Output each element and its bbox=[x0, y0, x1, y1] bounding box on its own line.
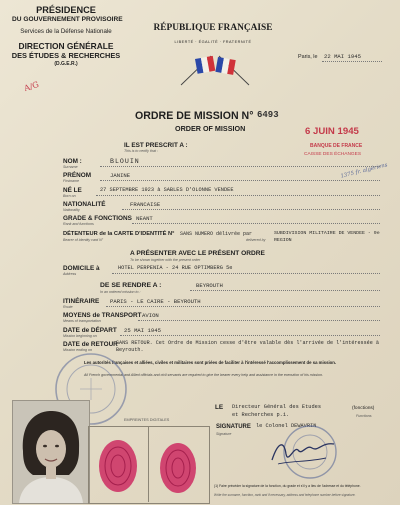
delivered-en: delivered by bbox=[246, 238, 266, 242]
depart-label: DATE de DÉPART bbox=[63, 327, 117, 334]
signature-en: Signature bbox=[216, 432, 232, 436]
stamp-cash: CAISSE DES ÉCHANGES bbox=[304, 152, 362, 157]
depart-rule bbox=[120, 335, 380, 336]
carte-value: SANS NUMERO délivrée par bbox=[180, 231, 253, 237]
depart-en: Mission beginning on bbox=[63, 334, 97, 338]
carte-label: DÉTENTEUR de la CARTE D'IDENTITÉ N° bbox=[63, 231, 175, 237]
nom-value: BLOUIN bbox=[110, 158, 140, 165]
carte-en: Bearer of identity card N° bbox=[63, 238, 104, 242]
le-label: LE bbox=[215, 404, 224, 411]
prenom-label: PRÉNOM bbox=[63, 172, 92, 179]
order-title: ORDRE DE MISSION N° bbox=[135, 110, 254, 122]
stamp-date: 6 JUIN 1945 bbox=[305, 126, 359, 137]
order-number: 6493 bbox=[257, 110, 279, 120]
domicile-value: HOTEL PERPENIA - 24 RUE OPTIMBERG 5e bbox=[118, 265, 233, 271]
presenter-label: A PRÉSENTER AVEC LE PRÉSENT ORDRE bbox=[130, 250, 265, 257]
grade-value: NEANT bbox=[136, 215, 153, 222]
header-etudes: DES ÉTUDES & RECHERCHES bbox=[11, 51, 121, 60]
date-value: 22 MAI 1945 bbox=[324, 53, 361, 60]
rendre-value: BEYROUTH bbox=[196, 282, 223, 289]
republique-title: RÉPUBLIQUE FRANÇAISE bbox=[153, 23, 273, 33]
header-gouvernement: DU GOUVERNEMENT PROVISOIRE bbox=[12, 16, 123, 23]
domicile-label: DOMICILE à bbox=[63, 265, 100, 272]
intro-en: This is to certify that : bbox=[124, 149, 158, 153]
fonctions-label: (fonctions) bbox=[352, 406, 375, 411]
identity-photo bbox=[12, 400, 90, 504]
itineraire-label: ITINÉRAIRE bbox=[63, 298, 100, 305]
moyens-value: AVION bbox=[142, 312, 159, 319]
header-dger: (D.G.E.R.) bbox=[54, 61, 78, 67]
domicile-en: Address bbox=[63, 272, 77, 276]
carte-delivered-by: SUBDIVISION MILITAIRE DE VENDEE - 9e REGION bbox=[274, 231, 380, 243]
nationalite-rule bbox=[122, 209, 380, 210]
fingerprint-left-icon bbox=[94, 436, 142, 496]
nom-label: NOM : bbox=[63, 158, 82, 165]
prenom-rule bbox=[100, 180, 380, 181]
rendre-rule bbox=[190, 290, 380, 291]
moyens-en: Means of transportation bbox=[63, 319, 101, 323]
intro-label: IL EST PRESCRIT A : bbox=[124, 142, 188, 149]
footnote-en: Write the surname, function, rank and if necessary, address and telephone number before signature. bbox=[214, 493, 356, 497]
nom-en: Surname bbox=[63, 165, 78, 169]
authorities-fr: Les autorités françaises et alliées, civiles et militaires sont priées de faciliter à l'intéressé l'accomplissement de sa mission. bbox=[84, 360, 337, 365]
nationalite-label: NATIONALITÉ bbox=[63, 201, 106, 208]
grade-en: Rank and functions bbox=[63, 222, 94, 226]
header-direction: DIRECTION GÉNÉRALE bbox=[18, 41, 114, 51]
prenom-en: Firstname bbox=[63, 179, 79, 183]
stamp-handwritten-note: 1375 fr. algériens bbox=[339, 162, 389, 180]
signature-name: le Colonel DEWAVRIN bbox=[256, 423, 317, 429]
ne-value: 27 SEPTEMBRE 1923 à SABLES D'OLONNE VENDEE bbox=[100, 187, 234, 193]
prenom-value: JANINE bbox=[110, 172, 131, 179]
retour-label: DATE de RETOUR bbox=[63, 341, 118, 348]
header-presidence: PRÉSIDENCE bbox=[36, 5, 96, 15]
header-services: Services de la Défense Nationale bbox=[20, 28, 112, 35]
handwritten-signature-icon bbox=[268, 434, 338, 468]
nationalite-value: FRANCAISE bbox=[130, 201, 161, 208]
retour-value: SANS RETOUR. Cet Ordre de Mission cesse d'être valable dès l'arrivée de l'intéressée à Beyrouth. bbox=[116, 340, 379, 354]
nom-rule bbox=[100, 166, 380, 167]
presenter-en: To be shown together with the present order bbox=[130, 258, 201, 262]
signature-label: SIGNATURE bbox=[216, 424, 251, 430]
fonctions-en: Functions bbox=[356, 414, 372, 418]
order-title-en: ORDER OF MISSION bbox=[175, 124, 246, 133]
footnote-fr: (1) Faire précéder la signature de la fonction, du grade et s'il y a lieu de l'adresse et du téléphone. bbox=[214, 484, 361, 488]
director-line: Directeur Général des Etudes bbox=[232, 404, 322, 410]
director-line2: et Recherches p.i. bbox=[232, 412, 290, 418]
fingerprint-right-icon bbox=[154, 438, 202, 498]
itineraire-en: Route bbox=[63, 305, 73, 309]
itineraire-value: PARIS - LE CAIRE - BEYROUTH bbox=[110, 298, 201, 305]
republique-motto: LIBERTÉ · ÉGALITÉ · FRATERNITÉ bbox=[174, 40, 252, 44]
itineraire-rule bbox=[106, 306, 380, 307]
moyens-label: MOYENS de TRANSPORT bbox=[63, 312, 142, 319]
moyens-rule bbox=[138, 320, 380, 321]
grade-label: GRADE & FONCTIONS bbox=[63, 215, 132, 222]
depart-value: 25 MAI 1945 bbox=[124, 327, 161, 334]
stamp-bank: BANQUE DE FRANCE bbox=[310, 143, 363, 149]
domicile-rule bbox=[112, 273, 380, 274]
ne-rule bbox=[96, 195, 380, 196]
crossed-flags-icon bbox=[175, 53, 255, 89]
retour-en: Mission ending on bbox=[63, 348, 92, 352]
nationalite-en: Nationality bbox=[63, 208, 80, 212]
rendre-en: In an ordered mission to : bbox=[100, 290, 141, 294]
grade-rule bbox=[132, 223, 380, 224]
ne-label: NÉ LE bbox=[63, 187, 82, 194]
authorities-en: All French governmental and Allied officials and civil servants are required to give the bearer every help and assistance in the execution of his mission. bbox=[84, 373, 323, 377]
portrait-icon bbox=[13, 401, 89, 503]
ne-en: Born on bbox=[63, 194, 76, 198]
rendre-label: DE SE RENDRE A : bbox=[100, 282, 162, 289]
date-rule bbox=[322, 61, 382, 62]
handwritten-ref: A/G bbox=[22, 79, 40, 94]
fingerprints-divider bbox=[148, 426, 149, 502]
fingerprints-label: EMPREINTES DIGITALES bbox=[124, 418, 170, 422]
date-prefix: Paris, le bbox=[298, 54, 318, 60]
